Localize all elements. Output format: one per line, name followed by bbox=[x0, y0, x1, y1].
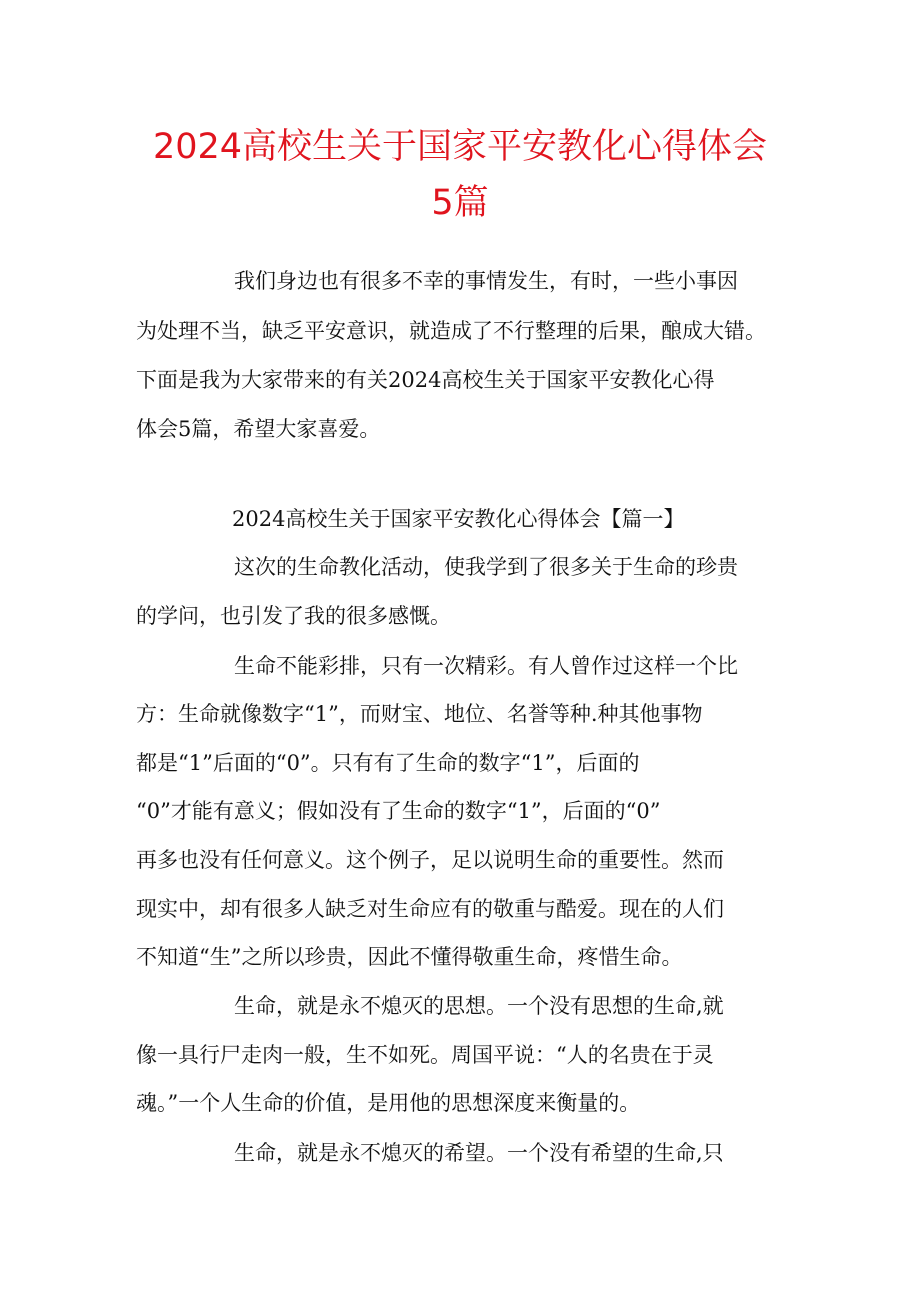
paragraph-line: 都是“1”后面的“0”。只有有了生命的数字“1”，后面的 bbox=[136, 751, 640, 775]
paragraph-line: 生命，就是永不熄灭的思想。一个没有思想的生命,就 bbox=[234, 994, 724, 1018]
paragraph-line: 这次的生命教化活动，使我学到了很多关于生命的珍贵 bbox=[234, 555, 738, 579]
paragraph-line: 生命不能彩排，只有一次精彩。有人曾作过这样一个比 bbox=[234, 654, 738, 678]
document-title-line-2: 5篇 bbox=[431, 183, 489, 223]
paragraph-line: 生命，就是永不熄灭的希望。一个没有希望的生命,只 bbox=[234, 1141, 724, 1165]
intro-line: 体会5篇，希望大家喜爱。 bbox=[136, 417, 381, 441]
intro-line: 下面是我为大家带来的有关2024高校生关于国家平安教化心得 bbox=[136, 368, 715, 392]
section-heading: 2024高校生关于国家平安教化心得体会【篇一】 bbox=[232, 507, 685, 531]
paragraph-line: 不知道“生”之所以珍贵，因此不懂得敬重生命，疼惜生命。 bbox=[136, 945, 683, 969]
intro-line: 为处理不当，缺乏平安意识，就造成了不行整理的后果，酿成大错。 bbox=[136, 319, 766, 343]
paragraph-line: 像一具行尸走肉一般，生不如死。周国平说：“人的名贵在于灵 bbox=[136, 1043, 714, 1067]
paragraph-line: 魂。”一个人生命的价值，是用他的思想深度来衡量的。 bbox=[136, 1091, 641, 1115]
paragraph-line: 的学问，也引发了我的很多感慨。 bbox=[136, 604, 451, 628]
paragraph-line: 方：生命就像数字“1”，而财宝、地位、名誉等种.种其他事物 bbox=[136, 702, 703, 726]
paragraph-line: 现实中，却有很多人缺乏对生命应有的敬重与酷爱。现在的人们 bbox=[136, 897, 724, 921]
paragraph-line: 再多也没有任何意义。这个例子，足以说明生命的重要性。然而 bbox=[136, 848, 724, 872]
intro-line: 我们身边也有很多不幸的事情发生，有时，一些小事因 bbox=[234, 269, 738, 293]
document-title-line-1: 2024高校生关于国家平安教化心得体会 bbox=[152, 127, 768, 167]
paragraph-line: “0”才能有意义；假如没有了生命的数字“1”，后面的“0” bbox=[136, 799, 661, 823]
